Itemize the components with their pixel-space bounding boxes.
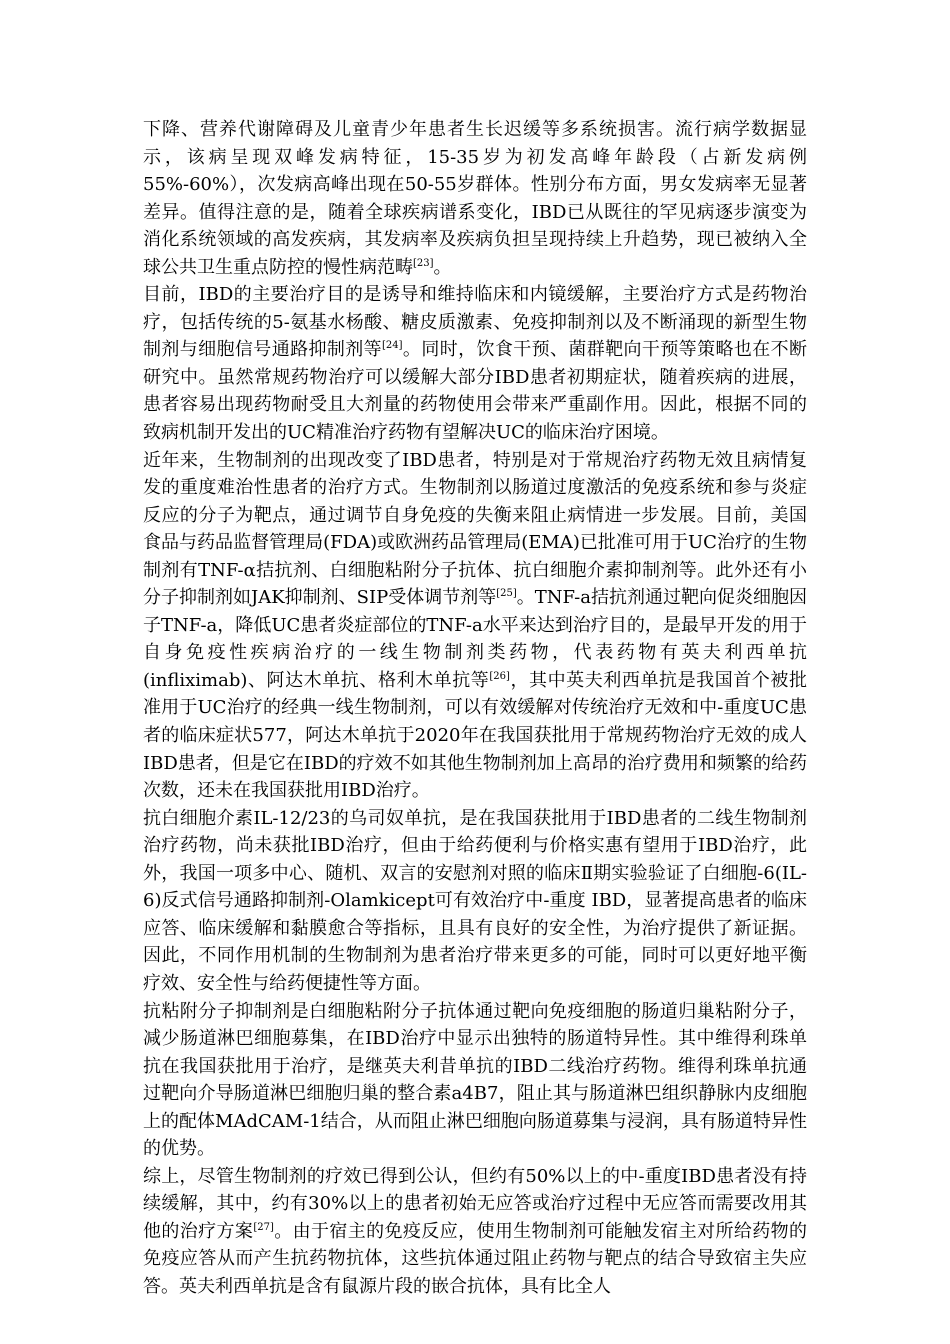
citation-ref: [27] xyxy=(253,1221,274,1233)
paragraph-text: 目前，IBD的主要治疗目的是诱导和维持临床和内镜缓解，主要治疗方式是药物治疗，包括传统的5-氨基水杨酸、糖皮质激素、免疫抑制剂以及不断涌现的新型生物制剂与细胞信号通路抑制剂等 xyxy=(143,284,807,361)
document-body xyxy=(143,116,807,1301)
paragraph-biologics xyxy=(143,447,807,805)
paragraph-adhesion-inhibitors xyxy=(143,998,807,1163)
paragraph-text-middle: 。TNF-a拮抗剂通过靶向促炎细胞因子TNF-a，降低UC患者炎症部位的TNF-a水平来达到治疗目的，是最早开发的用于自身免疫性疾病治疗的一线生物制剂类药物，代表药物有英夫利西单抗(infliximab)、阿达木单抗、格利木单抗等 xyxy=(143,587,807,691)
paragraph-text: 综上，尽管生物制剂的疗效已得到公认，但约有50%以上的中-重度IBD患者没有持续缓解，其中，约有30%以上的患者初始无应答或治疗过程中无应答而需要改用其他的治疗方案 xyxy=(143,1165,807,1242)
paragraph-text: 近年来，生物制剂的出现改变了IBD患者，特别是对于常规治疗药物无效且病情复发的重度难治性患者的治疗方式。生物制剂以肠道过度激活的免疫系统和参与炎症反应的分子为靶点，通过调节自身免疫的失衡来阻止病情进一步发展。目前，美国食品与药品监督管理局(FDA)或欧洲药品管理局(EMA)已批准可用于UC治疗的生物制剂有TNF-α拮抗剂、白细胞粘附分子抗体、抗白细胞介素抑制剂等。此外还有小分子抑制剂如JAK抑制剂、SIP受体调节剂等 xyxy=(143,449,807,609)
paragraph-text: 抗白细胞介素IL-12/23的乌司奴单抗，是在我国获批用于IBD患者的二线生物制剂治疗药物，尚未获批IBD治疗，但由于给药便利与价格实惠有望用于IBD治疗，此外，我国一项多中心、随机、双言的安慰剂对照的临床Ⅱ期实验验证了白细胞-6(IL-6)反式信号通路抑制剂-Olamkicept可有效治疗中-重度 IBD，显著提高患者的临床应答、临床缓解和黏膜愈合等指标，且具有良好的安全性，为治疗提供了新证据。因此，不同作用机制的生物制剂为患者治疗带来更多的可能，同时可以更好地平衡疗效、安全性与给药便捷性等方面。 xyxy=(143,807,808,994)
paragraph-treatment-goals xyxy=(143,281,807,446)
paragraph-text: 抗粘附分子抑制剂是白细胞粘附分子抗体通过靶向免疫细胞的肠道归巢粘附分子，减少肠道淋巴细胞募集，在IBD治疗中显示出独特的肠道特异性。其中维得利珠单抗在我国获批用于治疗，是继英夫利昔单抗的IBD二线治疗药物。维得利珠单抗通过靶向介导肠道淋巴细胞归巢的整合素a4B7，阻止其与肠道淋巴组织静脉内皮细胞上的配体MAdCAM-1结合，从而阻止淋巴细胞向肠道募集与浸润，具有肠道特异性的优势。 xyxy=(143,1000,807,1160)
paragraph-text: 下降、营养代谢障碍及儿童青少年患者生长迟缓等多系统损害。流行病学数据显示，该病呈现双峰发病特征，15-35岁为初发高峰年龄段（占新发病例55%-60%），次发病高峰出现在50-55岁群体。性别分布方面，男女发病率无显著差异。值得注意的是，随着全球疾病谱系变化，IBD已从既往的罕见病逐步演变为消化系统领域的高发疾病，其发病率及疾病负担呈现持续上升趋势，现已被纳入全球公共卫生重点防控的慢性病范畴 xyxy=(143,119,807,278)
citation-ref: [26] xyxy=(489,670,510,682)
citation-ref: [25] xyxy=(496,588,517,600)
paragraph-epidemiology xyxy=(143,116,807,281)
paragraph-interleukin-inhibitors xyxy=(143,805,807,998)
citation-ref: [24] xyxy=(382,340,403,352)
paragraph-text-tail: 。同时，饮食干预、菌群靶向干预等策略也在不断研究中。虽然常规药物治疗可以缓解大部分IBD患者初期症状，随着疾病的进展，患者容易出现药物耐受且大剂量的药物使用会带来严重副作用。因此，根据不同的致病机制开发出的UC精准治疗药物有望解决UC的临床治疗困境。 xyxy=(143,339,808,444)
paragraph-summary xyxy=(143,1163,807,1301)
paragraph-text-tail: 。由于宿主的免疫反应，使用生物制剂可能触发宿主对所给药物的免疫应答从而产生抗药物抗体，这些抗体通过阻止药物与靶点的结合导致宿主失应答。英夫利西单抗是含有鼠源片段的嵌合抗体，具有比全人 xyxy=(143,1220,808,1297)
paragraph-text-tail: ，其中英夫利西单抗是我国首个被批准用于UC治疗的经典一线生物制剂，可以有效缓解对传统治疗无效和中-重度UC患者的临床症状577，阿达木单抗于2020年在我国获批用于常规药物治疗无效的成人IBD患者，但是它在IBD的疗效不如其他生物制剂加上高昂的治疗费用和频繁的给药次数，还未在我国获批用IBD治疗。 xyxy=(143,669,807,802)
paragraph-text-tail: 。 xyxy=(433,256,452,278)
citation-ref: [23] xyxy=(413,257,434,269)
